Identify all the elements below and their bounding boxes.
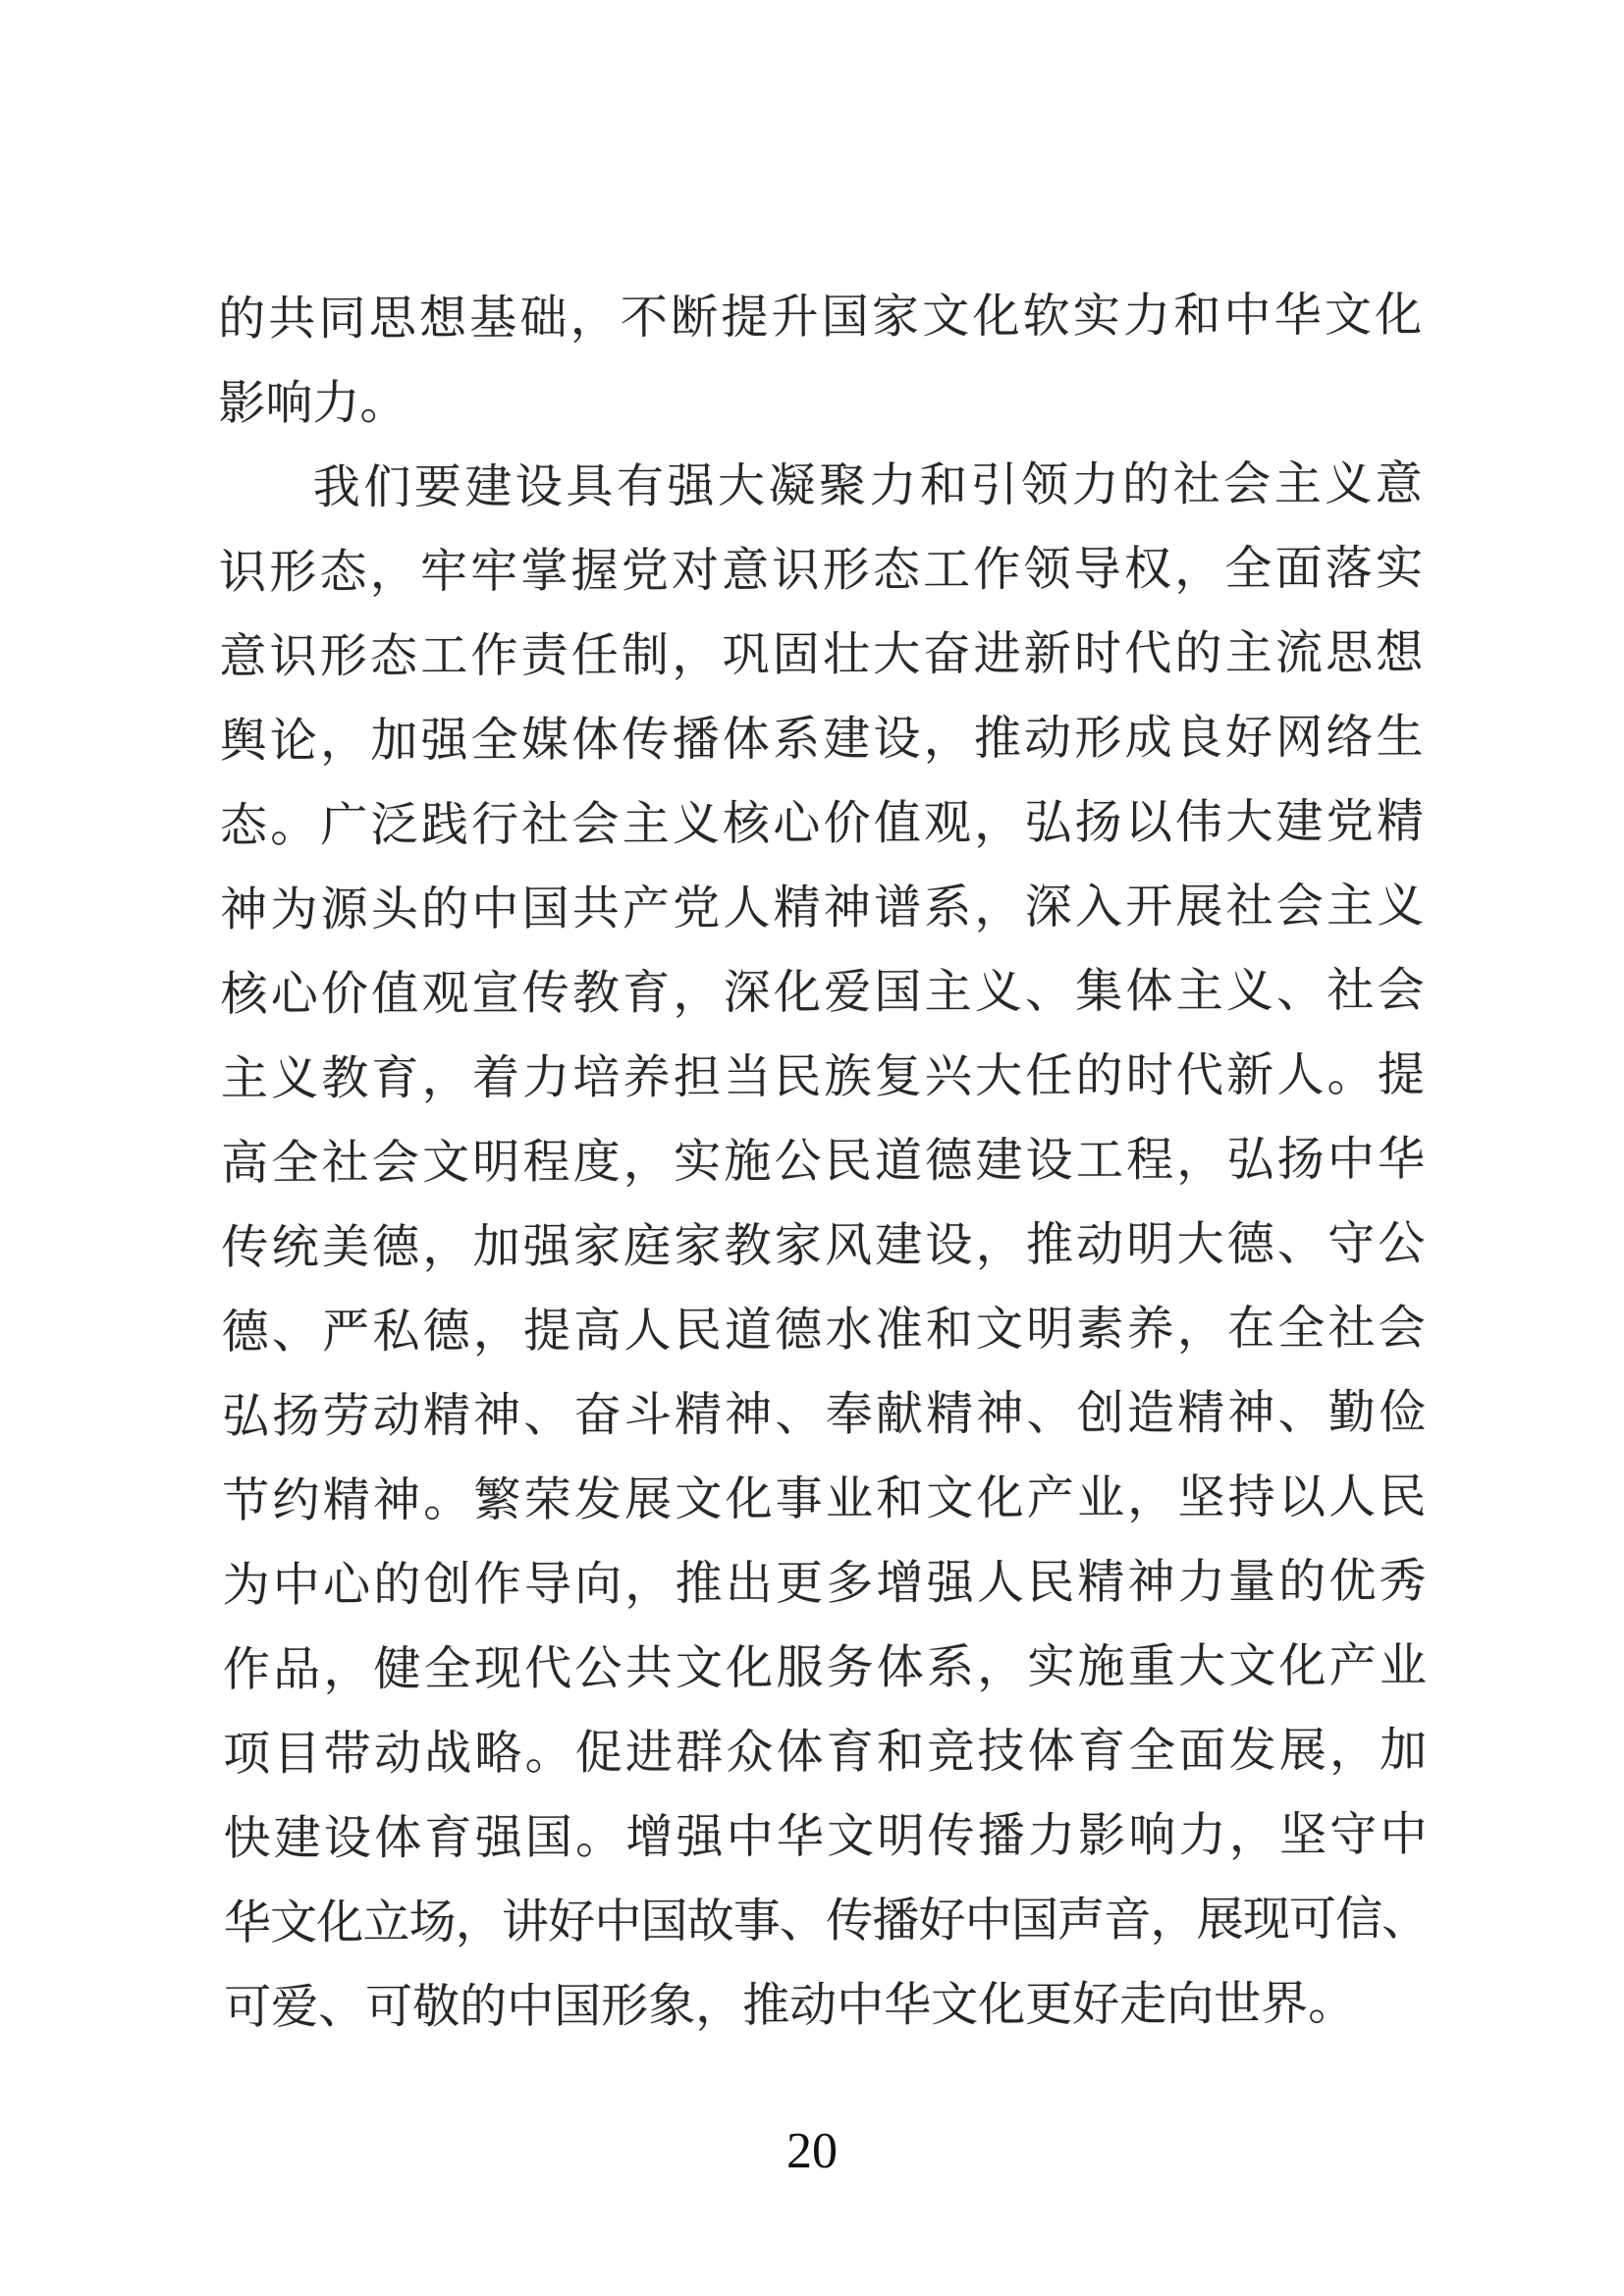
text-line: 影响力。	[218, 377, 407, 430]
page-number: 20	[786, 2123, 838, 2179]
text-line: 传统美德，加强家庭家教家风建设，推动明大德、守公	[221, 1217, 1426, 1274]
text-line: 德、严私德，提高人民道德水准和文明素养，在全社会	[221, 1302, 1426, 1359]
text-line: 我们要建设具有强大凝聚力和引领力的社会主义意	[312, 457, 1423, 514]
text-line: 弘扬劳动精神、奋斗精神、奉献精神、创造精神、勤俭	[221, 1386, 1427, 1443]
text-line: 高全社会文明程度，实施公民道德建设工程，弘扬中华	[221, 1133, 1426, 1190]
text-line: 快建设体育强国。增强中华文明传播力影响力，坚守中	[223, 1808, 1428, 1865]
text-line: 神为源头的中国共产党人精神谱系，深入开展社会主义	[220, 880, 1425, 936]
text-line: 主义教育，着力培养担当民族复兴大任的时代新人。提	[220, 1048, 1425, 1105]
text-line: 为中心的创作导向，推出更多增强人民精神力量的优秀	[222, 1555, 1427, 1612]
body-text	[218, 274, 1428, 2051]
text-line: 舆论，加强全媒体传播体系建设，推动形成良好网络生	[219, 711, 1424, 768]
text-line: 作品，健全现代公共文化服务体系，实施重大文化产业	[222, 1639, 1428, 1696]
text-line: 核心价值观宣传教育，深化爱国主义、集体主义、社会	[220, 964, 1425, 1021]
text-line: 态。广泛践行社会主义核心价值观，弘扬以伟大建党精	[219, 795, 1425, 852]
text-line: 识形态，牢牢掌握党对意识形态工作领导权，全面落实	[218, 542, 1424, 599]
text-line: 节约精神。繁荣发展文化事业和文化产业，坚持以人民	[222, 1470, 1427, 1527]
text-line: 意识形态工作责任制，巩固壮大奋进新时代的主流思想	[219, 626, 1424, 683]
text-line: 可爱、可敬的中国形象，推动中华文化更好走向世界。	[224, 1977, 1356, 2034]
text-line: 项目带动战略。促进群众体育和竞技体育全面发展，加	[223, 1724, 1428, 1781]
text-line: 华文化立场，讲好中国故事、传播好中国声音，展现可信、	[223, 1893, 1428, 1949]
text-line: 的共同思想基础，不断提升国家文化软实力和中华文化	[218, 289, 1423, 346]
